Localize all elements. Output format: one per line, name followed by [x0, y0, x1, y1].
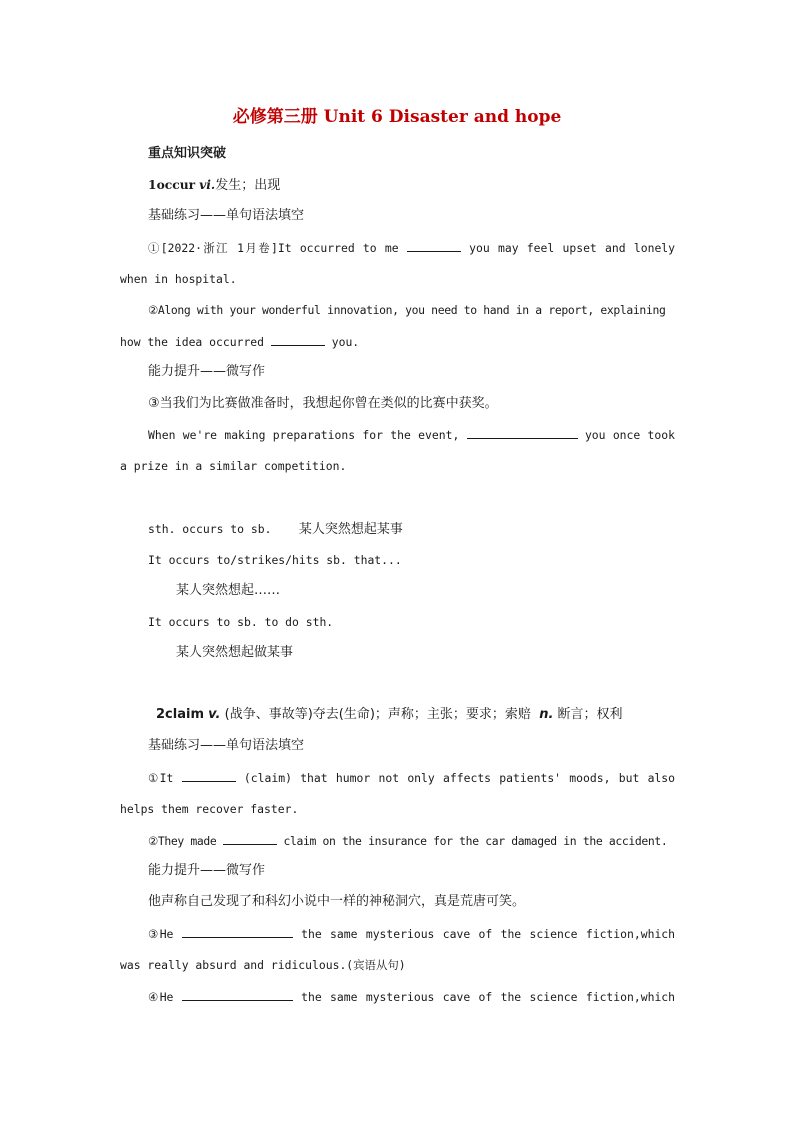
practice-heading-writing: 能力提升——微写作 — [148, 863, 266, 878]
practice-heading-basic: 基础练习——单句语法填空 — [148, 738, 305, 753]
occur-question-1 — [148, 240, 675, 256]
question-text: you. — [331, 335, 360, 349]
question-continuation: helps them recover faster. — [120, 802, 299, 816]
section-heading: 重点知识突破 — [148, 146, 227, 161]
usage-chinese: 某人突然想起某事 — [298, 522, 403, 537]
entry-meaning: (战争、事故等)夺去(生命)；声称；主张；要求；索赔 — [224, 707, 531, 722]
question-text: you once took — [584, 428, 675, 442]
usage-note-2: It occurs to/strikes/hits sb. that... — [148, 553, 402, 567]
practice-heading-writing: 能力提升——微写作 — [148, 364, 266, 379]
occur-question-2: ②Along with your wonderful innovation, you need to hand in a report, explaining — [148, 303, 666, 317]
entry-pos: vi. — [199, 177, 216, 192]
usage-note-3: It occurs to sb. to do sth. — [148, 615, 334, 629]
entry-occur — [148, 177, 675, 194]
usage-note-3-chinese: 某人突然想起做某事 — [176, 645, 294, 660]
answer-blank[interactable] — [407, 240, 461, 252]
usage-english: sth. occurs to sb. — [148, 522, 272, 536]
usage-note-2-chinese: 某人突然想起…… — [176, 583, 281, 598]
entry-word: claim — [165, 707, 204, 722]
question-text: how the idea occurred — [120, 335, 265, 349]
entry-meaning: 断言；权利 — [557, 707, 623, 722]
question-text: (claim) that humor not only affects patients' moods, but also — [243, 771, 675, 785]
entry-number: 1 — [148, 177, 157, 192]
practice-heading-basic: 基础练习——单句语法填空 — [148, 208, 305, 223]
claim-question-3 — [148, 926, 675, 942]
question-text: you may feel upset and lonely — [469, 241, 675, 255]
claim-question-3-chinese: 他声称自己发现了和科幻小说中一样的神秘洞穴，真是荒唐可笑。 — [148, 894, 526, 909]
answer-blank[interactable] — [182, 989, 293, 1001]
entry-pos: v. — [208, 707, 221, 722]
occur-question-3 — [148, 427, 675, 443]
entry-claim — [156, 707, 675, 723]
question-text: the same mysterious cave of the science fiction,which — [301, 927, 675, 941]
question-text: ④He — [148, 990, 174, 1004]
answer-blank[interactable] — [182, 770, 236, 782]
question-continuation: a prize in a similar competition. — [120, 459, 347, 473]
answer-blank[interactable] — [223, 833, 277, 845]
question-continuation: was really absurd and ridiculous.(宾语从句) — [120, 958, 406, 972]
question-text: ①[2022·浙江 1月卷]It occurred to me — [148, 241, 399, 255]
usage-note-1 — [148, 521, 675, 538]
entry-pos: n. — [539, 707, 554, 722]
claim-question-2 — [148, 833, 675, 849]
answer-blank[interactable] — [271, 334, 325, 346]
entry-meaning: 发生；出现 — [215, 178, 281, 193]
question-text: claim on the insurance for the car damaged in the accident. — [283, 834, 668, 848]
answer-blank[interactable] — [467, 427, 578, 439]
question-text: ③He — [148, 927, 174, 941]
question-continuation — [120, 334, 675, 350]
question-text: ①It — [148, 771, 174, 785]
answer-blank[interactable] — [182, 926, 293, 938]
page-title: 必修第三册 Unit 6 Disaster and hope — [232, 107, 562, 127]
question-continuation: when in hospital. — [120, 272, 237, 286]
occur-question-3-chinese: ③当我们为比赛做准备时，我想起你曾在类似的比赛中获奖。 — [148, 396, 498, 411]
question-text: When we're making preparations for the event, — [148, 428, 460, 442]
question-text: ②They made — [148, 834, 217, 848]
entry-number: 2 — [156, 707, 166, 722]
entry-word: occur — [156, 177, 196, 192]
claim-question-4 — [148, 989, 675, 1005]
claim-question-1 — [148, 770, 675, 786]
question-text: the same mysterious cave of the science fiction,which — [301, 990, 675, 1004]
